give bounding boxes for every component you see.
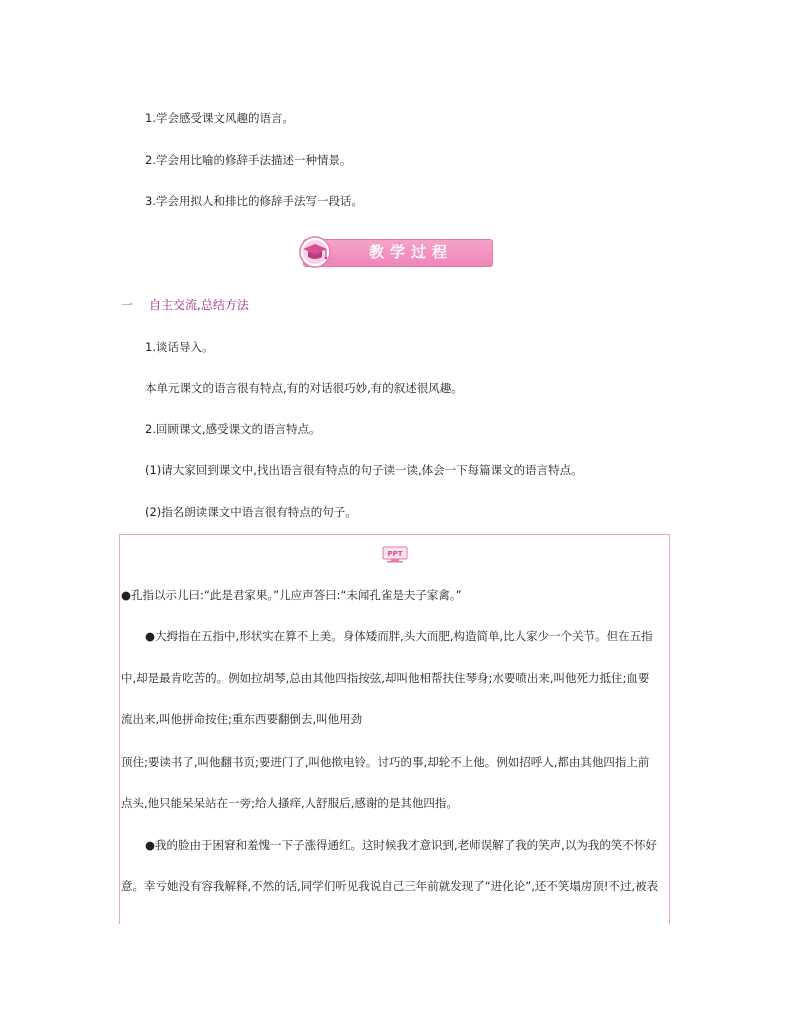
step-2-2: (2)指名朗读课文中语言很有特点的句子。 bbox=[145, 505, 357, 519]
quote-2-line-1: ●大拇指在五指中,形状实在算不上美。身体矮而胖,头大而肥,构造简单,比人家少一个关节。但在五指 bbox=[145, 629, 653, 643]
step-2-1: (1)请大家回到课文中,找出语言很有特点的句子读一读,体会一下每篇课文的语言特点。 bbox=[145, 463, 583, 477]
objective-1: 1.学会感受课文风趣的语言。 bbox=[145, 111, 294, 125]
step-1: 1.谈话导入。 bbox=[145, 340, 214, 354]
quote-1: ●孔指以示儿曰:“此是君家果。”儿应声答曰:“未闻孔雀是夫子家禽。” bbox=[121, 588, 462, 602]
graduation-cap-icon bbox=[295, 236, 335, 268]
ppt-icon bbox=[382, 546, 408, 564]
quote-2-line-2: 中,却是最肯吃苦的。例如拉胡琴,总由其他四指按弦,却叫他相帮扶住琴身;水要喷出来,叫他死力抵住;血要 bbox=[121, 671, 650, 685]
banner-title: 教学过程 bbox=[369, 243, 454, 261]
quote-2-line-3: 流出来,叫他拼命按住;重东西要翻倒去,叫他用劲 bbox=[121, 712, 363, 726]
quote-3-line-1: ●我的脸由于困窘和羞愧一下子涨得通红。这时候我才意识到,老师误解了我的笑声,以为我的笑不怀好 bbox=[145, 838, 657, 852]
objective-2: 2.学会用比喻的修辞手法描述一种情景。 bbox=[145, 153, 352, 167]
objective-3: 3.学会用拟人和排比的修辞手法写一段话。 bbox=[145, 194, 363, 208]
teaching-process-banner bbox=[295, 238, 493, 267]
quote-2-line-4: 顶住;要读书了,叫他翻书页;要进门了,叫他揿电铃。讨巧的事,却轮不上他。例如招呼人,都由其他四指上前 bbox=[121, 755, 650, 769]
step-1-desc: 本单元课文的语言很有特点,有的对话很巧妙,有的叙述很风趣。 bbox=[145, 381, 463, 395]
ppt-badge-text: PPT bbox=[387, 550, 403, 558]
quote-3-line-2: 意。幸亏她没有容我解释,不然的话,同学们听见我说自己三年前就发现了“进化论”,还不笑塌房顶!不过,被表 bbox=[121, 879, 659, 893]
section-number: 一 bbox=[121, 298, 134, 312]
section-title: 自主交流,总结方法 bbox=[149, 298, 249, 312]
quote-2-line-5: 点头,他只能呆呆站在一旁;给人搔痒,人舒服后,感谢的是其他四指。 bbox=[121, 796, 458, 810]
step-2: 2.回顾课文,感受课文的语言特点。 bbox=[145, 422, 321, 436]
